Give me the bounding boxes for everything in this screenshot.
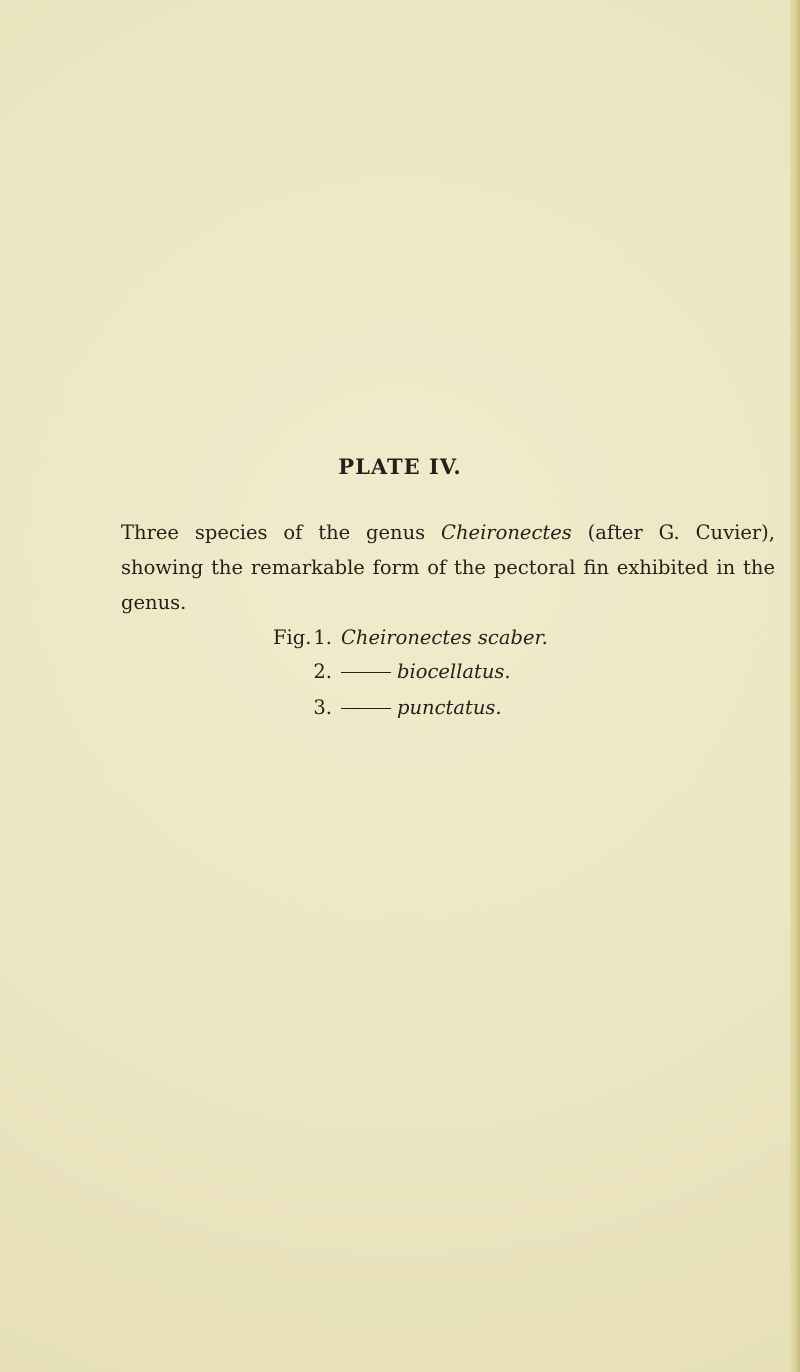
description-text-end: (after G. Cuvier), showing the remarkable form of the pectoral fin exhibited in the genus. (121, 521, 775, 614)
figure-species: Cheironectes scaber. (341, 626, 548, 649)
figure-row-2 (0, 654, 800, 689)
description-paragraph (121, 515, 775, 620)
figure-number: 1. (313, 626, 332, 649)
figure-row-3 (0, 690, 800, 725)
ditto-dash (341, 708, 391, 709)
plate-description (121, 515, 775, 620)
ditto-dash (341, 672, 391, 673)
figure-number: 3. (313, 696, 332, 719)
description-text-start: Three species of the genus (121, 521, 442, 544)
plate-title: PLATE IV. (338, 454, 462, 479)
figure-species: biocellatus. (397, 660, 511, 683)
figure-number: 2. (313, 660, 332, 683)
figure-row-1 (0, 620, 800, 655)
fig-label: Fig. (273, 626, 312, 649)
genus-name: Cheironectes (441, 521, 572, 544)
figure-species: punctatus. (397, 696, 502, 719)
